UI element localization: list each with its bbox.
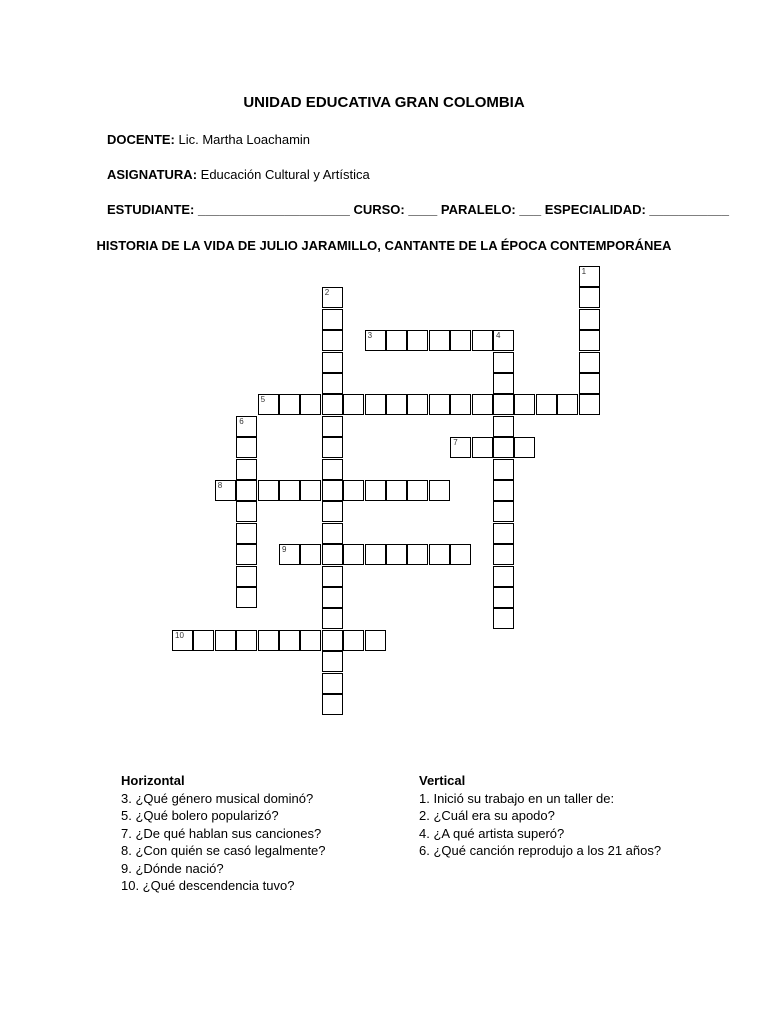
crossword-cell[interactable] — [407, 394, 428, 415]
crossword-cell[interactable] — [322, 566, 343, 587]
crossword-clue-number: 10 — [175, 630, 184, 640]
school-title: UNIDAD EDUCATIVA GRAN COLOMBIA — [243, 94, 525, 111]
crossword-clue-number: 8 — [217, 481, 223, 490]
crossword-cell[interactable] — [365, 544, 386, 565]
crossword-cell[interactable] — [429, 330, 450, 351]
crossword-clue-number: 5 — [260, 395, 266, 405]
crossword-cell[interactable] — [429, 394, 450, 415]
clue-item: 8. ¿Con quién se casó legalmente? — [121, 843, 326, 858]
crossword-cell[interactable] — [300, 544, 321, 565]
crossword-cell[interactable] — [300, 630, 321, 651]
crossword-cell[interactable] — [236, 587, 257, 608]
crossword-cell[interactable] — [450, 544, 471, 565]
crossword-cell[interactable] — [579, 287, 600, 308]
crossword-cell[interactable] — [450, 394, 471, 415]
clue-item: 4. ¿A qué artista superó? — [419, 825, 565, 841]
crossword-cell[interactable] — [536, 394, 557, 415]
crossword-cell[interactable] — [322, 394, 343, 415]
crossword-cell[interactable] — [450, 437, 471, 458]
clue-item: 9. ¿Dónde nació? — [121, 860, 224, 876]
crossword-cell[interactable] — [322, 416, 343, 437]
crossword-cell[interactable] — [236, 566, 257, 587]
vertical-clues-title: Vertical — [419, 773, 466, 788]
crossword-cell[interactable] — [472, 330, 493, 351]
crossword-cell[interactable] — [322, 309, 343, 330]
crossword-cell[interactable] — [279, 544, 300, 565]
crossword-cell[interactable] — [236, 459, 257, 480]
crossword-cell[interactable] — [493, 416, 514, 437]
clue-item: 5. ¿Qué bolero popularizó? — [121, 808, 279, 823]
crossword-cell[interactable] — [322, 651, 343, 672]
teacher-label: DOCENTE: — [107, 132, 175, 147]
crossword-cell[interactable] — [343, 630, 364, 651]
crossword-clue-number: 4 — [496, 331, 501, 341]
crossword-cell[interactable] — [386, 544, 407, 565]
crossword-cell[interactable] — [322, 694, 343, 715]
subject-name: Educación Cultural y Artística — [197, 167, 370, 182]
crossword-clue-number: 9 — [282, 545, 287, 555]
crossword-cell[interactable] — [579, 309, 600, 330]
crossword-cell[interactable] — [493, 352, 514, 373]
crossword-cell[interactable] — [172, 630, 193, 651]
crossword-cell[interactable] — [365, 630, 386, 651]
clue-item: 7. ¿De qué hablan sus canciones? — [121, 825, 322, 841]
crossword-clue-number: 6 — [239, 416, 244, 426]
crossword-cell[interactable] — [215, 480, 236, 501]
clue-item: 2. ¿Cuál era su apodo? — [419, 808, 555, 823]
crossword-cell[interactable] — [279, 630, 300, 651]
crossword-cell[interactable] — [322, 459, 343, 480]
crossword-cell[interactable] — [279, 394, 300, 415]
crossword-cell[interactable] — [215, 630, 236, 651]
clue-item: 10. ¿Qué descendencia tuvo? — [121, 878, 295, 893]
crossword-cell[interactable] — [236, 437, 257, 458]
crossword-cell[interactable] — [493, 544, 514, 565]
crossword-cell[interactable] — [236, 630, 257, 651]
crossword-cell[interactable] — [493, 480, 514, 501]
crossword-cell[interactable] — [386, 394, 407, 415]
crossword-cell[interactable] — [258, 394, 279, 415]
specialty-blank[interactable]: ___________ — [645, 202, 729, 217]
vertical-clues — [419, 772, 661, 860]
specialty-label: ESPECIALIDAD: — [544, 202, 646, 217]
crossword-cell[interactable] — [322, 544, 343, 565]
crossword-cell[interactable] — [322, 373, 343, 394]
crossword-cell[interactable] — [322, 630, 343, 651]
crossword-cell[interactable] — [472, 437, 493, 458]
crossword-cell[interactable] — [322, 352, 343, 373]
crossword-cell[interactable] — [407, 330, 428, 351]
crossword-cell[interactable] — [407, 544, 428, 565]
crossword-cell[interactable] — [493, 330, 514, 351]
subject-label: ASIGNATURA: — [107, 167, 198, 182]
crossword-cell[interactable] — [258, 630, 279, 651]
crossword-cell[interactable] — [322, 330, 343, 351]
student-label: ESTUDIANTE: — [107, 202, 195, 217]
crossword-cell[interactable] — [322, 287, 343, 308]
crossword-cell[interactable] — [407, 480, 428, 501]
crossword-cell[interactable] — [429, 480, 450, 501]
crossword-cell[interactable] — [579, 330, 600, 351]
crossword-cell[interactable] — [493, 459, 514, 480]
crossword-clue-number: 7 — [453, 438, 458, 448]
course-label: CURSO: — [353, 202, 405, 217]
student-line — [107, 202, 729, 217]
crossword-cell[interactable] — [343, 544, 364, 565]
student-blank[interactable]: _____________________ — [194, 202, 354, 217]
crossword-cell[interactable] — [279, 480, 300, 501]
crossword-cell[interactable] — [386, 330, 407, 351]
teacher-line — [107, 132, 310, 147]
crossword-cell[interactable] — [493, 437, 514, 458]
parallel-label: PARALELO: — [440, 202, 516, 217]
crossword-cell[interactable] — [450, 330, 471, 351]
crossword-cell[interactable] — [365, 394, 386, 415]
crossword-cell[interactable] — [514, 437, 535, 458]
crossword-cell[interactable] — [579, 394, 600, 415]
horizontal-clues — [121, 772, 326, 895]
crossword-cell[interactable] — [557, 394, 578, 415]
crossword-cell[interactable] — [236, 416, 257, 437]
crossword-cell[interactable] — [236, 523, 257, 544]
crossword-cell[interactable] — [236, 501, 257, 522]
crossword-cell[interactable] — [322, 480, 343, 501]
crossword-cell[interactable] — [493, 608, 514, 629]
crossword-cell[interactable] — [343, 480, 364, 501]
crossword-cell[interactable] — [493, 566, 514, 587]
crossword-cell[interactable] — [493, 373, 514, 394]
crossword-cell[interactable] — [236, 544, 257, 565]
crossword-cell[interactable] — [579, 352, 600, 373]
crossword-cell[interactable] — [493, 523, 514, 544]
crossword-clue-number: 2 — [324, 288, 330, 298]
crossword-cell[interactable] — [258, 480, 279, 501]
crossword-cell[interactable] — [365, 480, 386, 501]
crossword-clue-number: 1 — [581, 267, 587, 276]
worksheet-subtitle: HISTORIA DE LA VIDA DE JULIO JARAMILLO, CANTANTE DE LA ÉPOCA CONTEMPORÁNEA — [96, 238, 672, 253]
crossword-cell[interactable] — [493, 501, 514, 522]
clue-item: 6. ¿Qué canción reprodujo a los 21 años? — [419, 843, 662, 858]
crossword-cell[interactable] — [322, 673, 343, 694]
horizontal-clues-title: Horizontal — [121, 773, 185, 788]
crossword-cell[interactable] — [493, 394, 514, 415]
clue-item: 1. Inició su trabajo en un taller de: — [419, 790, 615, 806]
crossword-cell[interactable] — [472, 394, 493, 415]
crossword-cell[interactable] — [322, 523, 343, 544]
crossword-cell[interactable] — [322, 608, 343, 629]
crossword-cell[interactable] — [236, 480, 257, 501]
crossword-cell[interactable] — [343, 394, 364, 415]
crossword-cell[interactable] — [322, 437, 343, 458]
crossword-cell[interactable] — [579, 373, 600, 394]
crossword-cell[interactable] — [193, 630, 214, 651]
crossword-cell[interactable] — [300, 394, 321, 415]
crossword-cell[interactable] — [429, 544, 450, 565]
parallel-blank[interactable]: ___ — [515, 202, 545, 217]
clue-item: 3. ¿Qué género musical dominó? — [121, 790, 314, 806]
crossword-cell[interactable] — [300, 480, 321, 501]
crossword-clue-number: 3 — [367, 331, 373, 341]
crossword-cell[interactable] — [579, 266, 600, 287]
crossword-cell[interactable] — [322, 501, 343, 522]
crossword-cell[interactable] — [493, 587, 514, 608]
crossword-cell[interactable] — [514, 394, 535, 415]
crossword-cell[interactable] — [365, 330, 386, 351]
crossword-cell[interactable] — [386, 480, 407, 501]
teacher-name: Lic. Martha Loachamin — [174, 132, 311, 147]
subject-line — [107, 167, 370, 182]
crossword-cell[interactable] — [322, 587, 343, 608]
course-blank[interactable]: ____ — [404, 202, 441, 217]
